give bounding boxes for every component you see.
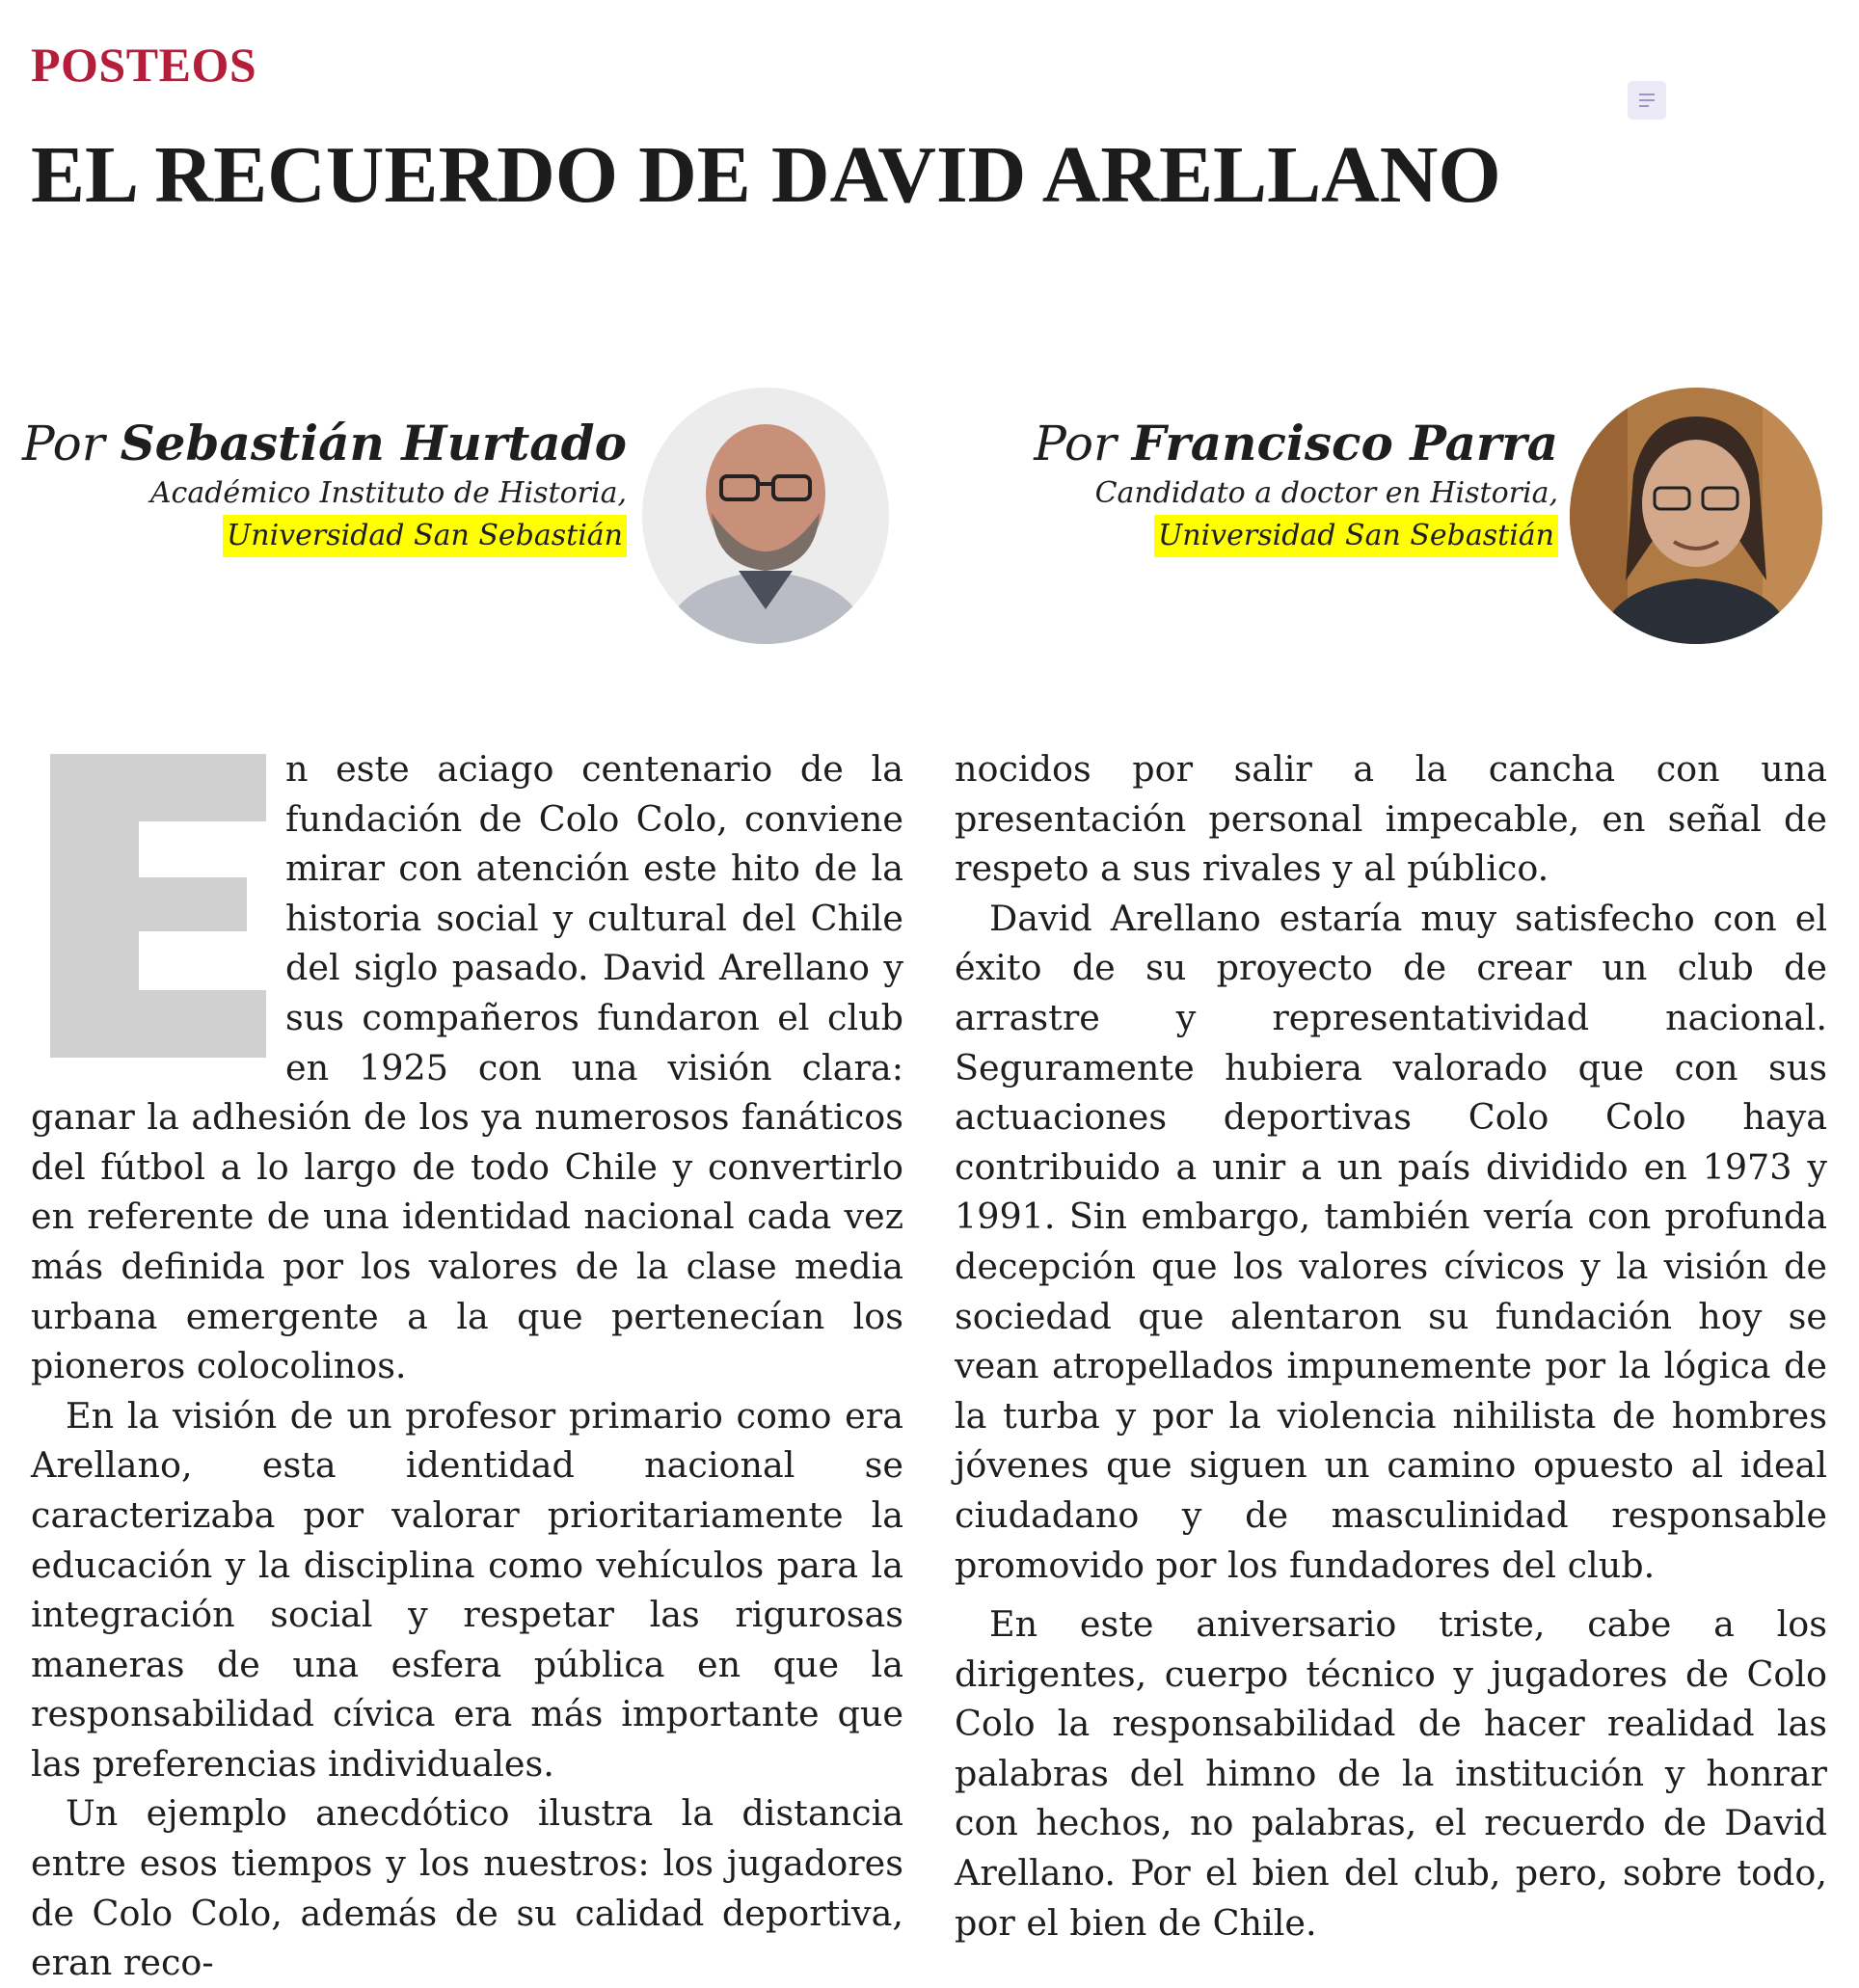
article-paragraph: David Arellano estaría muy satisfecho con el éxito de su proyecto de crear un club de arrastre y representatividad nacional. Seguramente hubiera valorado que con sus actuaciones deportivas Colo Colo haya contribuido a unir a un país dividido en 1973 y 1991. Sin embargo, también vería con profunda decepción que los valores cívicos y la visión de sociedad que alentaron su fundación hoy se vean atropellados impunemente por la lógica de la turba y por la violencia nihilista de hombres jóvenes que siguen un camino opuesto al ideal ciudadano y de masculinidad responsable promovido por los fundadores del club. [955,897,1827,1586]
byline-prefix: Por [1034,416,1117,471]
article-paragraph: En este aniversario triste, cabe a los dirigentes, cuerpo técnico y jugadores de Colo Colo la responsabilidad de hacer realidad las palabras del himno de la institución y honrar con hechos, no palabras, el recuerdo de David Arellano. Por el bien del club, pero, sobre todo, por el bien de Chile. [955,1603,1827,1944]
author-1-photo [642,388,889,644]
drop-cap [50,754,266,1058]
article-paragraph: nocidos por salir a la cancha con una presentación personal impecable, en señal de respeto a sus rivales y al público. [955,748,1827,890]
note-icon[interactable] [1628,81,1666,120]
article-paragraph: Un ejemplo anecdótico ilustra la distancia entre esos tiempos y los nuestros: los jugadores de Colo Colo, además de su calidad deportiva, eran reco- [31,1792,903,1984]
author-role: Académico Instituto de Historia, [149,476,627,510]
article-paragraph: n este aciago centenario de la fundación de Colo Colo, conviene mirar con atención este hito de la historia social y cultural del Chile del siglo pasado. David Arellano y sus compañeros fundaron el club en 1925 con una visión clara: ganar la adhesión de los ya numerosos fanáticos del fútbol a lo largo de todo Chile y convertirlo en referente de una identidad nacional cada vez más definida por los valores de la clase media urbana emergente a la que pertenecían los pioneros colocolinos. [31,748,903,1387]
author-affiliation: Universidad San Sebastián [1154,515,1558,557]
byline-name-line [22,416,627,470]
article-column-left [31,744,903,1988]
article-column-right [955,744,1827,1948]
article-paragraph: En la visión de un profesor primario como era Arellano, esta identidad nacional se caracterizaba por valorar prioritariamente la educación y la disciplina como vehículos para la integración social y respetar las rigurosas maneras de una esfera pública en que la responsabilidad cívica era más importante que las preferencias individuales. [31,1394,903,1785]
headline: EL RECUERDO DE DAVID ARELLANO [31,130,1501,220]
byline-author-1 [22,416,627,557]
author-2-photo [1570,388,1822,644]
author-name: Sebastián Hurtado [120,415,627,471]
byline-name-line [1034,416,1558,470]
author-name: Francisco Parra [1131,415,1558,471]
section-label: POSTEOS [31,38,257,92]
byline-author-2 [1034,416,1558,557]
byline-prefix: Por [22,416,105,471]
author-role: Candidato a doctor en Historia, [1094,476,1558,510]
author-affiliation: Universidad San Sebastián [223,515,627,557]
